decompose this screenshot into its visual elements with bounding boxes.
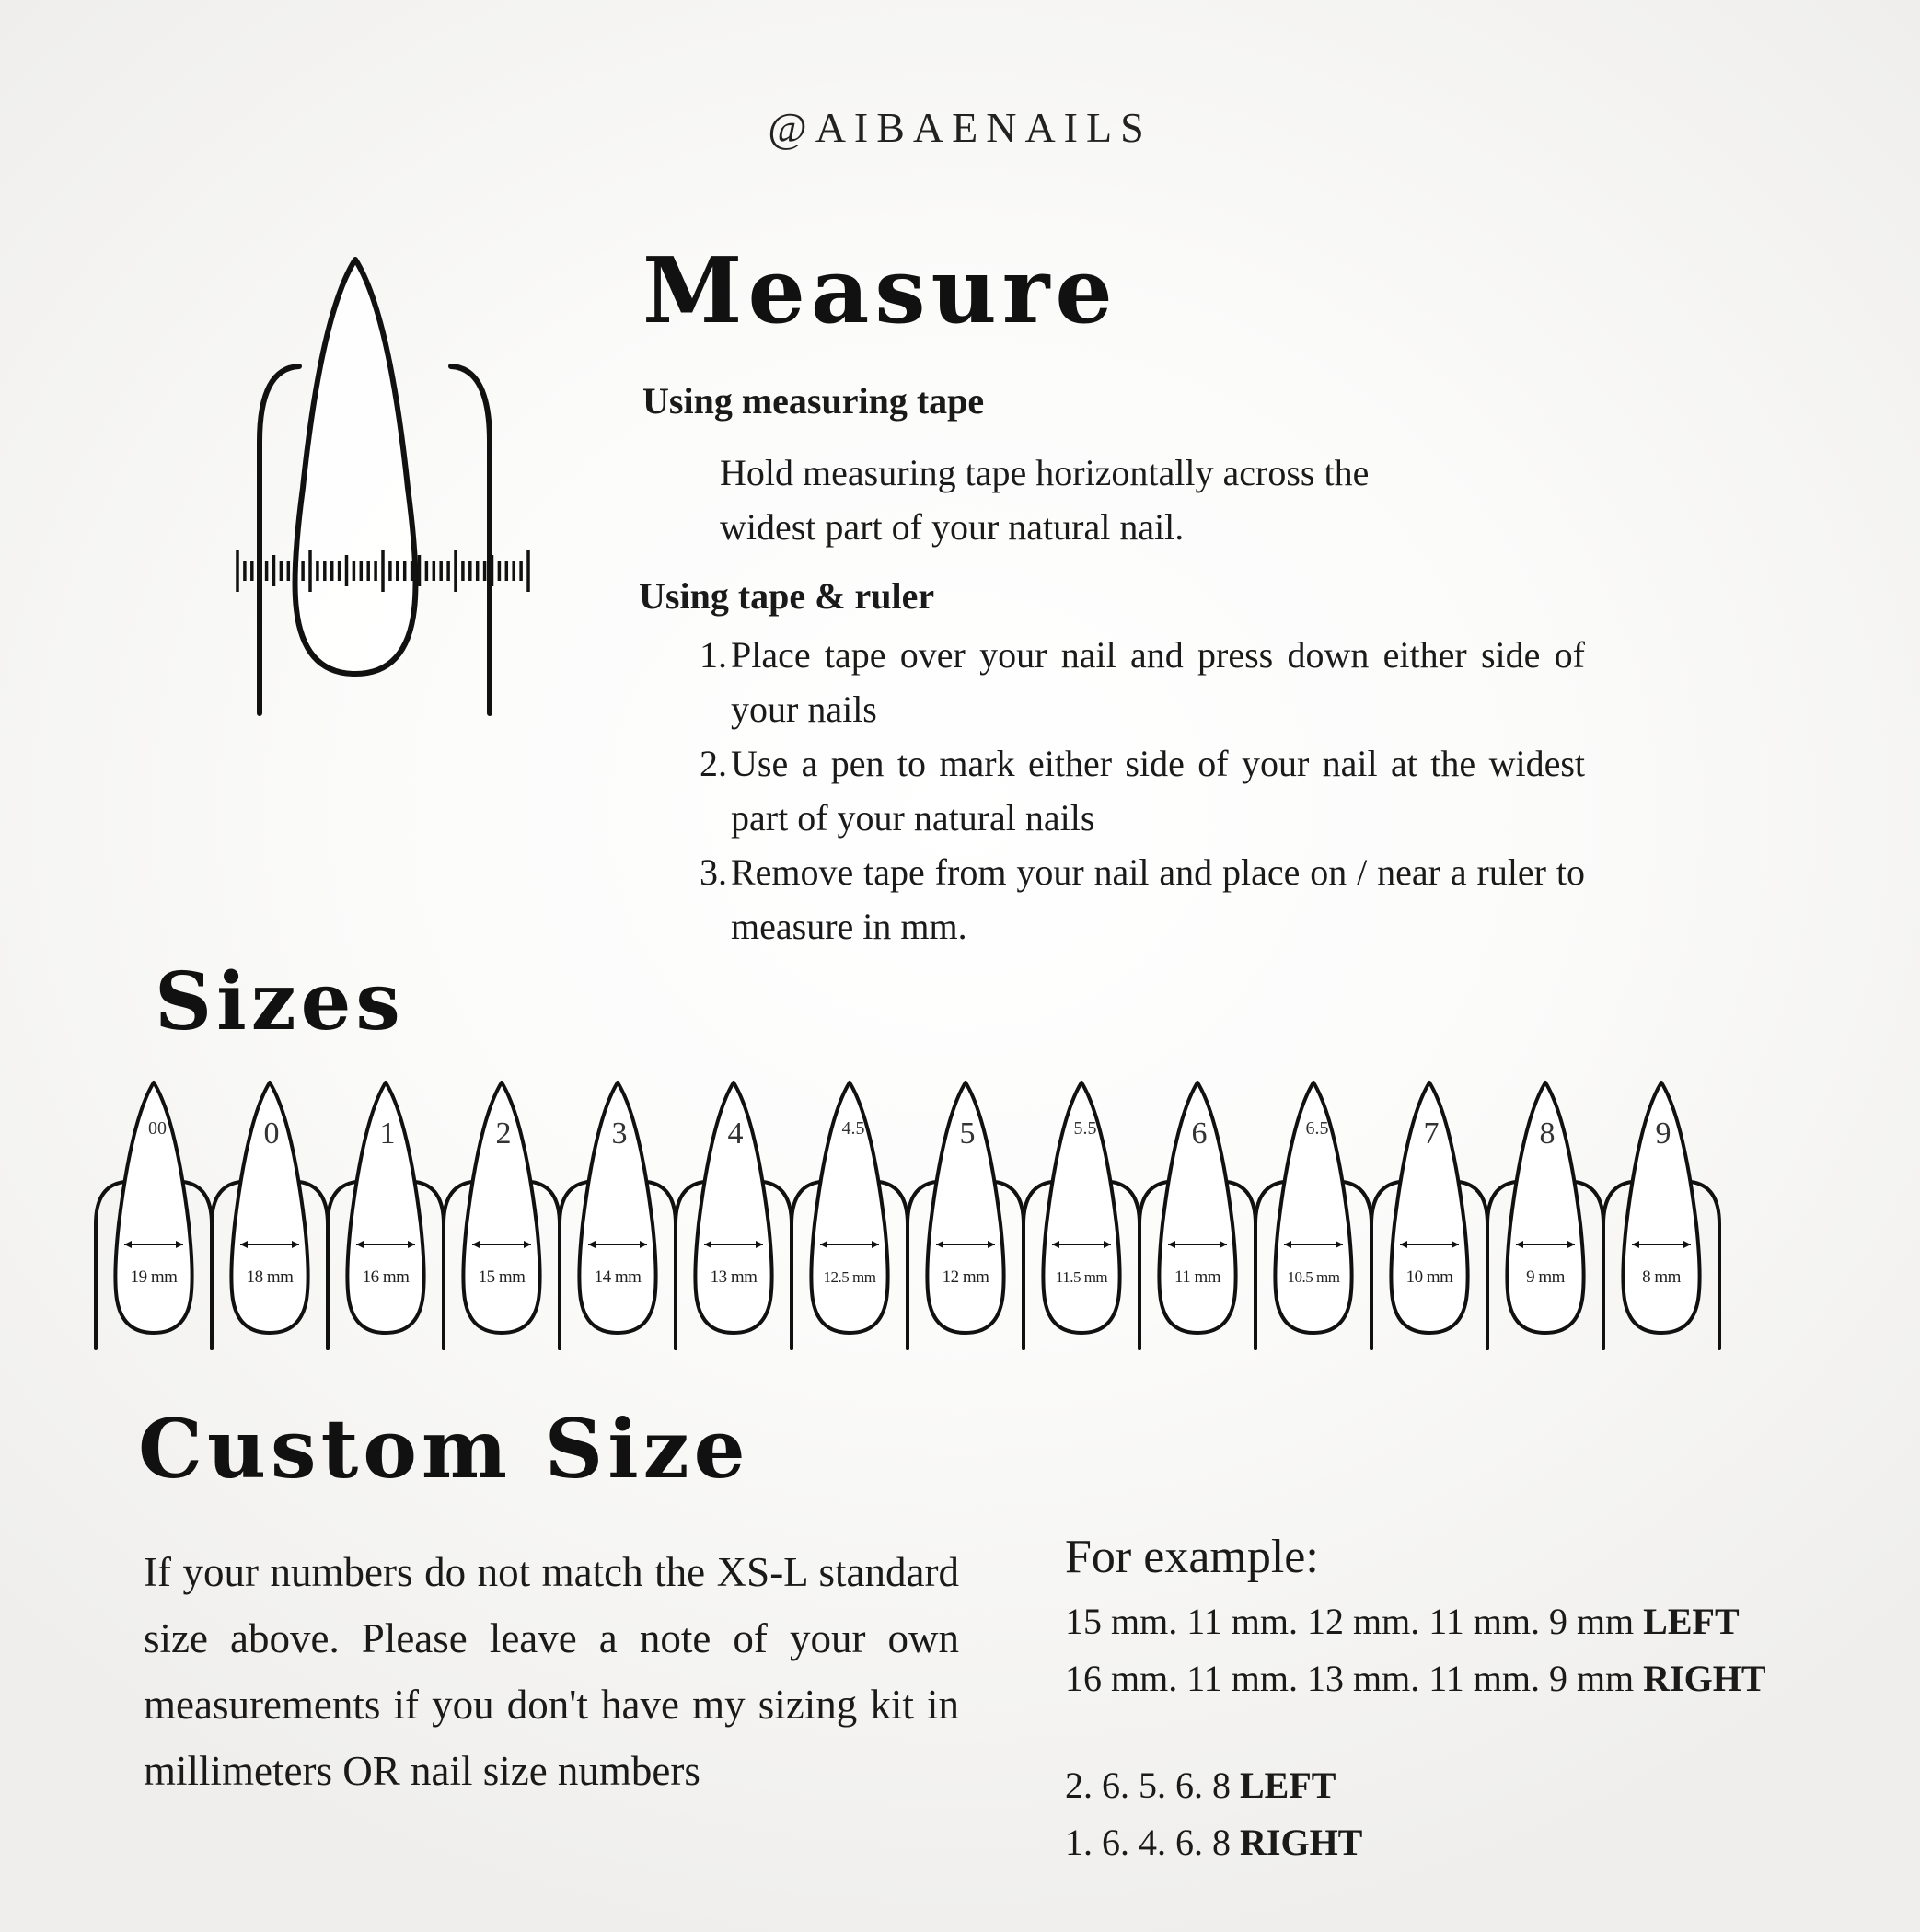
size-label: 4.5 xyxy=(841,1118,865,1139)
sizes-heading: Sizes xyxy=(155,955,405,1048)
step-text: Place tape over your nail and press down either side of your nails xyxy=(731,634,1585,730)
example-values: 16 mm. 11 mm. 13 mm. 11 mm. 9 mm xyxy=(1065,1658,1644,1699)
size-label: 5 xyxy=(959,1116,976,1151)
example-side: LEFT xyxy=(1643,1601,1740,1642)
size-label: 00 xyxy=(148,1118,167,1139)
size-nail-8 xyxy=(908,1082,1024,1348)
width-label: 12 mm xyxy=(942,1267,989,1287)
size-label: 8 xyxy=(1539,1116,1556,1151)
example-values: 2. 6. 5. 6. 8 xyxy=(1065,1764,1240,1806)
step-item xyxy=(700,628,1585,736)
step-text: Remove tape from your nail and place on / near a ruler to measure in mm. xyxy=(731,851,1585,947)
width-label: 19 mm xyxy=(130,1267,178,1287)
tape-line-1: Hold measuring tape horizontally across the xyxy=(720,452,1370,493)
size-nail-10 xyxy=(1139,1082,1255,1348)
size-nail-12 xyxy=(1371,1082,1487,1348)
width-label: 10.5 mm xyxy=(1287,1268,1340,1286)
ruler-ticks xyxy=(237,550,528,592)
example-side: LEFT xyxy=(1240,1764,1336,1806)
size-nail-3 xyxy=(328,1082,444,1348)
size-label: 5.5 xyxy=(1073,1118,1097,1139)
size-nail-9 xyxy=(1024,1082,1139,1348)
size-nail-5 xyxy=(560,1082,676,1348)
size-label: 0 xyxy=(263,1116,280,1151)
size-label: 1 xyxy=(379,1116,396,1151)
width-label: 10 mm xyxy=(1405,1267,1453,1287)
size-label: 7 xyxy=(1423,1116,1440,1151)
size-nail-6 xyxy=(676,1082,792,1348)
width-label: 16 mm xyxy=(362,1267,410,1287)
width-label: 12.5 mm xyxy=(823,1268,876,1286)
ruler-steps xyxy=(700,628,1585,954)
size-label: 9 xyxy=(1655,1116,1671,1151)
example-line xyxy=(1065,1600,1740,1643)
example-line xyxy=(1065,1657,1766,1700)
step-number: 3. xyxy=(700,851,727,893)
tape-line-2: widest part of your natural nail. xyxy=(720,506,1185,548)
size-nail-1 xyxy=(96,1082,212,1348)
size-label: 6 xyxy=(1191,1116,1208,1151)
example-side: RIGHT xyxy=(1643,1658,1766,1699)
size-nail-7 xyxy=(792,1082,908,1348)
custom-size-paragraph: If your numbers do not match the XS-L standard size above. Please leave a note of your own measurements if you don't have my sizing kit in millimeters OR nail size numbers xyxy=(144,1549,959,1794)
width-label: 9 mm xyxy=(1526,1267,1565,1287)
tape-instructions xyxy=(720,445,1548,554)
example-heading: For example: xyxy=(1065,1531,1319,1583)
width-label: 8 mm xyxy=(1642,1267,1681,1287)
ruler-heading: Using tape & ruler xyxy=(639,575,935,617)
brand-handle: @AIBAENAILS xyxy=(768,104,1152,151)
size-label: 3 xyxy=(611,1116,628,1151)
width-label: 15 mm xyxy=(478,1267,526,1287)
nail-outline xyxy=(295,260,416,674)
size-nail-14 xyxy=(1603,1082,1719,1348)
width-label: 11 mm xyxy=(1174,1267,1221,1287)
example-values: 1. 6. 4. 6. 8 xyxy=(1065,1822,1240,1863)
size-nail-4 xyxy=(444,1082,560,1348)
size-label: 6.5 xyxy=(1305,1118,1329,1139)
size-nail-13 xyxy=(1487,1082,1603,1348)
step-number: 2. xyxy=(700,743,727,784)
width-label: 14 mm xyxy=(594,1267,642,1287)
width-label: 11.5 mm xyxy=(1055,1268,1108,1286)
size-label: 4 xyxy=(727,1116,744,1151)
custom-size-heading: Custom Size xyxy=(138,1401,750,1497)
example-line xyxy=(1065,1764,1336,1807)
measure-heading: Measure xyxy=(642,238,1118,344)
step-item xyxy=(700,736,1585,845)
example-side: RIGHT xyxy=(1240,1822,1363,1863)
step-text: Use a pen to mark either side of your nail at the widest part of your natural nails xyxy=(731,743,1585,839)
example-line xyxy=(1065,1821,1362,1864)
size-chart xyxy=(0,1068,1920,1358)
tape-heading: Using measuring tape xyxy=(642,380,985,422)
size-label: 2 xyxy=(495,1116,512,1151)
size-nail-2 xyxy=(212,1082,328,1348)
width-label: 18 mm xyxy=(246,1267,294,1287)
step-number: 1. xyxy=(700,634,727,676)
example-values: 15 mm. 11 mm. 12 mm. 11 mm. 9 mm xyxy=(1065,1601,1644,1642)
step-item xyxy=(700,845,1585,954)
size-nail-11 xyxy=(1255,1082,1371,1348)
nail-measure-illustration xyxy=(221,249,552,727)
width-label: 13 mm xyxy=(710,1267,758,1287)
